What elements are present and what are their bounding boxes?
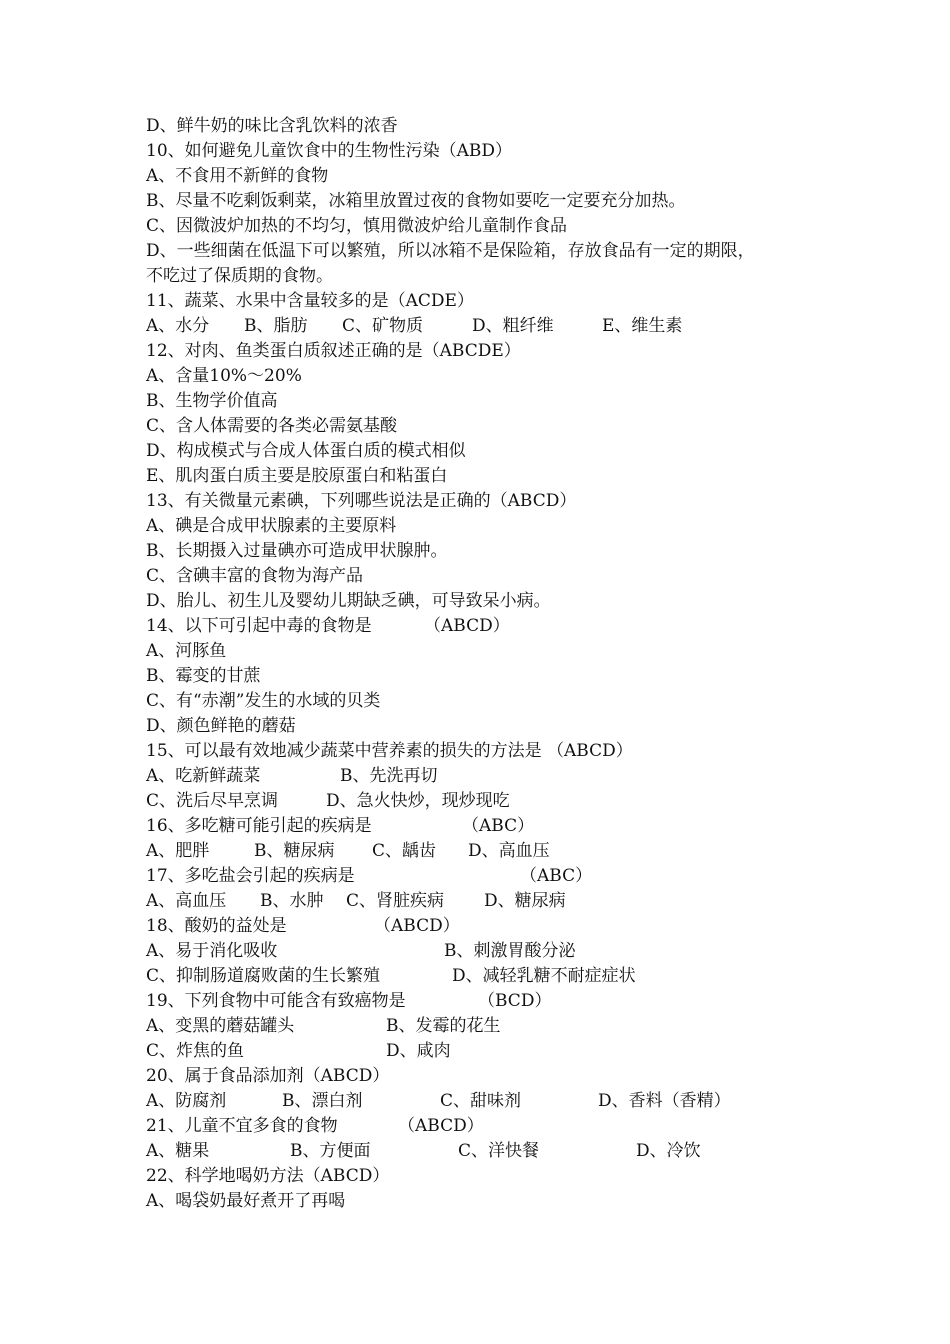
answer-option: A、喝袋奶最好煮开了再喝 [146,1191,346,1211]
option-b: B、水肿 [260,891,324,911]
option-a: A、吃新鲜蔬菜 [146,766,261,786]
option-b: B、漂白剂 [282,1091,363,1111]
answer-option: C、含碘丰富的食物为海产品 [146,566,364,586]
answer-option: D、构成模式与合成人体蛋白质的模式相似 [146,441,466,461]
option-row [146,889,826,914]
option-c: C、矿物质 [342,316,424,336]
option-row [146,839,826,864]
option-b: B、先洗再切 [340,766,438,786]
answer-key: （ABC） [520,866,593,886]
option-a: A、易于消化吸收 [146,941,278,961]
option-row [146,1039,826,1064]
question-heading: 20、属于食品添加剂（ABCD） [146,1066,390,1086]
option-a: A、高血压 [146,891,227,911]
text-line: D、鲜牛奶的味比含乳饮料的浓香 [146,116,398,136]
option-b: B、糖尿病 [254,841,335,861]
option-row [146,314,826,339]
answer-option: C、因微波炉加热的不均匀，慎用微波炉给儿童制作食品 [146,216,568,236]
option-row [146,1089,826,1114]
answer-key: （ABCD） [398,1116,484,1136]
answer-key: （ABCD） [374,916,460,936]
answer-option: A、河豚鱼 [146,641,227,661]
question-heading: 10、如何避免儿童饮食中的生物性污染（ABD） [146,141,513,161]
question-heading [146,864,826,889]
question-text: 14、以下可引起中毒的食物是 [146,616,372,636]
option-row [146,1014,826,1039]
option-a: A、糖果 [146,1141,210,1161]
question-heading [146,989,826,1014]
option-row [146,964,826,989]
option-c: C、甜味剂 [440,1091,522,1111]
question-text: 19、下列食物中可能含有致癌物是 [146,991,406,1011]
option-a: A、防腐剂 [146,1091,227,1111]
option-row [146,789,826,814]
question-text: 17、多吃盐会引起的疾病是 [146,866,355,886]
option-c: C、洋快餐 [458,1141,540,1161]
option-c: C、龋齿 [372,841,437,861]
question-heading: 11、蔬菜、水果中含量较多的是（ACDE） [146,291,474,311]
answer-option: B、霉变的甘蔗 [146,666,261,686]
answer-option: B、尽量不吃剩饭剩菜，冰箱里放置过夜的食物如要吃一定要充分加热。 [146,191,686,211]
question-heading: 22、科学地喝奶方法（ABCD） [146,1166,390,1186]
question-text: 18、酸奶的益处是 [146,916,287,936]
option-b: B、脂肪 [244,316,308,336]
answer-option: A、不食用不新鲜的食物 [146,166,329,186]
option-d: D、糖尿病 [484,891,566,911]
question-text: 21、儿童不宜多食的食物 [146,1116,338,1136]
option-e: E、维生素 [602,316,683,336]
option-c: C、抑制肠道腐败菌的生长繁殖 [146,966,381,986]
option-b: B、发霉的花生 [386,1016,501,1036]
option-a: A、肥胖 [146,841,210,861]
question-heading: 12、对肉、鱼类蛋白质叙述正确的是（ABCDE） [146,341,521,361]
question-heading [146,814,826,839]
answer-option: B、长期摄入过量碘亦可造成甲状腺肿。 [146,541,448,561]
option-b: B、刺激胃酸分泌 [444,941,576,961]
answer-key: （ABC） [462,816,535,836]
option-d: D、冷饮 [636,1141,701,1161]
answer-option: D、胎儿、初生儿及婴幼儿期缺乏碘，可导致呆小病。 [146,591,551,611]
question-heading: 13、有关微量元素碘，下列哪些说法是正确的（ABCD） [146,491,577,511]
answer-option-continuation: 不吃过了保质期的食物。 [146,266,333,286]
answer-option: D、一些细菌在低温下可以繁殖，所以冰箱不是保险箱，存放食品有一定的期限， [146,241,755,261]
option-row [146,1139,826,1164]
answer-option: E、肌肉蛋白质主要是胶原蛋白和粘蛋白 [146,466,448,486]
question-heading [146,1114,826,1139]
option-c: C、洗后尽早烹调 [146,791,279,811]
option-row [146,939,826,964]
option-b: B、方便面 [290,1141,371,1161]
answer-option: C、有“赤潮”发生的水域的贝类 [146,691,381,711]
option-d: D、香料（香精） [598,1091,731,1111]
option-d: D、咸肉 [386,1041,451,1061]
question-list [146,114,826,1214]
option-d: D、减轻乳糖不耐症症状 [452,966,636,986]
option-d: D、高血压 [468,841,550,861]
answer-option: A、含量10%～20% [146,366,302,386]
option-c: C、肾脏疾病 [346,891,445,911]
question-heading [146,914,826,939]
option-row [146,764,826,789]
option-a: A、水分 [146,316,210,336]
answer-option: A、碘是合成甲状腺素的主要原料 [146,516,397,536]
answer-option: D、颜色鲜艳的蘑菇 [146,716,296,736]
question-heading: 15、可以最有效地减少蔬菜中营养素的损失的方法是 （ABCD） [146,741,633,761]
option-d: D、粗纤维 [472,316,554,336]
answer-key: （BCD） [478,991,552,1011]
option-c: C、炸焦的鱼 [146,1041,245,1061]
answer-key: （ABCD） [424,616,510,636]
option-a: A、变黑的蘑菇罐头 [146,1016,295,1036]
question-heading [146,614,826,639]
question-text: 16、多吃糖可能引起的疾病是 [146,816,372,836]
answer-option: B、生物学价值高 [146,391,278,411]
answer-option: C、含人体需要的各类必需氨基酸 [146,416,398,436]
option-d: D、急火快炒，现炒现吃 [326,791,510,811]
